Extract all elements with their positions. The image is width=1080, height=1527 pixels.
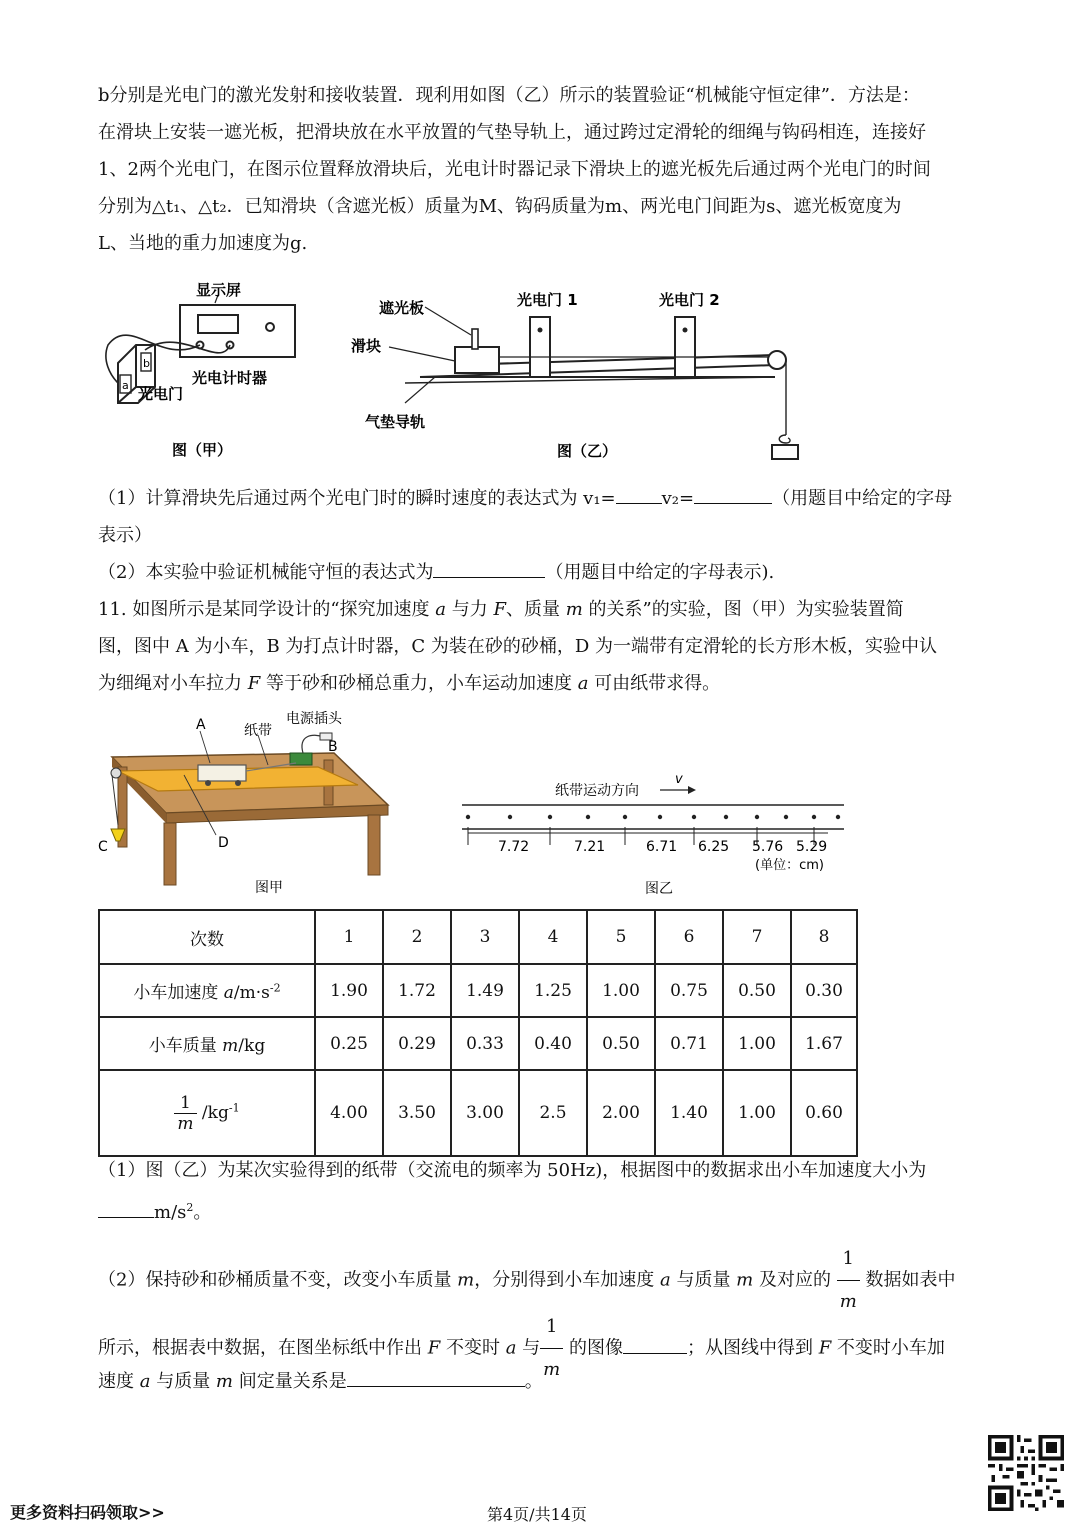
fraction-denominator: m	[839, 1291, 857, 1312]
table-row	[99, 1070, 857, 1156]
mass-cell: 1.00	[723, 1017, 791, 1070]
q11-text: ，分别得到小车加速度	[474, 1269, 660, 1291]
q11-part-1	[98, 1152, 988, 1231]
var-m: m	[215, 1371, 233, 1392]
var-a: a	[505, 1337, 517, 1359]
caption-jia-2: 图甲	[255, 880, 283, 896]
accel-cell: 1.00	[587, 964, 655, 1017]
q11-text: 所示，根据表中数据，在图坐标纸中作出	[98, 1337, 428, 1359]
var-F: F	[818, 1337, 832, 1359]
q11-stem-text: 为细绳对小车拉力	[98, 673, 248, 694]
inverse-mass-cell: 2.5	[519, 1070, 587, 1156]
q11-stem-line-2: 图，图中 A 为小车，B 为打点计时器，C 为装在砂的砂桶，D 为一端带有定滑轮的长方形木板，实验中认	[98, 636, 938, 657]
q10-part-2-text: （2）本实验中验证机械能守恒的表达式为	[98, 562, 434, 583]
q11-part-2-end	[98, 1362, 988, 1402]
answer-blank-v1[interactable]	[616, 483, 662, 504]
mass-cell: 0.29	[383, 1017, 451, 1070]
q11-text: 速度	[98, 1371, 140, 1392]
q10-v2-label: v₂=	[661, 488, 695, 509]
header-inverse-mass	[99, 1070, 315, 1156]
tape-dots	[466, 815, 840, 819]
figure-jia-photogate-timer	[100, 275, 320, 470]
var-a: a	[435, 599, 447, 620]
var-a: a	[659, 1269, 671, 1291]
display-screen	[198, 315, 238, 333]
tape-segment-2: 7.21	[574, 839, 606, 855]
header-text: 小车质量	[148, 1036, 223, 1056]
accel-cell: 1.49	[451, 964, 519, 1017]
var-F: F	[493, 599, 506, 620]
label-slider: 滑块	[351, 337, 382, 355]
q11-text: 与质量	[670, 1269, 737, 1291]
accel-cell: 1.72	[383, 964, 451, 1017]
tape-segment-6: 5.29	[796, 839, 828, 855]
trial-cell: 1	[315, 910, 383, 964]
page-number: 第4页/共14页	[487, 1505, 587, 1524]
trial-cell: 5	[587, 910, 655, 964]
q10-part-1-text: （1）计算滑块先后通过两个光电门时的瞬时速度的表达式为 v₁=	[98, 488, 616, 509]
var-m: m	[736, 1269, 754, 1291]
hook-weight	[772, 445, 798, 459]
label-timer: 光电计时器	[192, 369, 268, 387]
tape-segment-3: 6.71	[646, 839, 678, 855]
q10-part-2-note: （用题目中给定的字母表示).	[545, 562, 775, 583]
trial-cell: 3	[451, 910, 519, 964]
header-trial: 次数	[99, 910, 315, 964]
q10-part-1-note: （用题目中给定的字母	[772, 488, 953, 509]
mass-cell: 1.67	[791, 1017, 857, 1070]
q11-text: 不变时	[440, 1337, 506, 1359]
mass-cell: 0.50	[587, 1017, 655, 1070]
figure-jia-table-setup	[98, 705, 398, 900]
trial-cell: 6	[655, 910, 723, 964]
q11-text: ；从图线中得到	[686, 1337, 819, 1359]
var-F: F	[427, 1337, 441, 1359]
label-screen: 显示屏	[196, 281, 242, 299]
slider-block	[455, 347, 499, 373]
caption-yi: 图（乙）	[557, 442, 618, 460]
unit-exponent: 2	[186, 1201, 194, 1214]
label-b: b	[143, 357, 150, 370]
table-row	[99, 910, 857, 964]
header-mass	[99, 1017, 315, 1070]
inverse-mass-cell: 0.60	[791, 1070, 857, 1156]
tape-segment-4: 6.25	[698, 839, 730, 855]
header-acceleration	[99, 964, 315, 1017]
label-shield: 遮光板	[379, 299, 425, 317]
fraction-1-over-m	[174, 1093, 196, 1134]
shield-plate	[472, 329, 478, 349]
punctuation: 。	[193, 1202, 212, 1223]
header-unit: /kg	[238, 1036, 266, 1056]
fraction-numerator: 1	[540, 1306, 563, 1349]
punctuation: 。	[524, 1371, 543, 1392]
table-row	[99, 1017, 857, 1070]
trial-cell: 7	[723, 910, 791, 964]
var-m: m	[565, 599, 583, 620]
trial-cell: 2	[383, 910, 451, 964]
q11-text: 与	[516, 1337, 541, 1359]
inverse-mass-cell: 2.00	[587, 1070, 655, 1156]
trial-cell: 4	[519, 910, 587, 964]
q11-text: 与质量	[150, 1371, 216, 1392]
fraction-denominator: m	[177, 1113, 194, 1134]
header-exponent: -2	[269, 981, 281, 995]
tape-direction-label: 纸带运动方向	[555, 783, 639, 799]
label-B: B	[328, 739, 338, 755]
label-gate1: 光电门 1	[517, 291, 578, 309]
mass-cell: 0.71	[655, 1017, 723, 1070]
label-a: a	[122, 379, 129, 392]
header-text: 小车加速度	[133, 983, 224, 1003]
accel-cell: 0.75	[655, 964, 723, 1017]
data-table	[98, 909, 858, 1157]
q11-text: 不变时小车加	[831, 1337, 945, 1359]
var-m: m	[222, 1036, 239, 1056]
q11-text: 的图像	[563, 1337, 623, 1359]
label-A: A	[196, 717, 206, 733]
fraction-numerator: 1	[837, 1238, 860, 1281]
var-F: F	[247, 673, 261, 694]
q11-stem-text: 的关系”的实验，图（甲）为实验装置简	[582, 599, 904, 620]
intro-line-4: 分别为△t₁、△t₂．已知滑块（含遮光板）质量为M、钩码质量为m、两光电门间距为s、遮光板宽度为	[98, 196, 902, 217]
figure-yi-air-track	[345, 285, 815, 470]
q11-stem-text: 等于砂和砂桶总重力，小车运动加速度	[260, 673, 578, 694]
caption-yi-2: 图乙	[645, 881, 673, 897]
header-unit: /m·s	[233, 983, 270, 1003]
q11-text: 数据如表中	[859, 1269, 956, 1291]
tape-velocity-label: v	[675, 772, 683, 787]
inverse-mass-cell: 1.00	[723, 1070, 791, 1156]
label-tape: 纸带	[244, 723, 272, 739]
var-m: m	[457, 1269, 475, 1291]
label-D: D	[218, 835, 229, 851]
accel-cell: 0.50	[723, 964, 791, 1017]
table-row	[99, 964, 857, 1017]
mass-cell: 0.25	[315, 1017, 383, 1070]
accel-cell: 0.30	[791, 964, 857, 1017]
q11-stem-text: 可由纸带求得。	[588, 673, 721, 694]
q11-text: （2）保持砂和砂桶质量不变，改变小车质量	[98, 1269, 458, 1291]
inverse-mass-cell: 3.00	[451, 1070, 519, 1156]
q10-part-1-note-end: 表示）	[98, 525, 152, 546]
qr-code-icon[interactable]	[988, 1435, 1064, 1511]
q11-stem-text: 与力	[446, 599, 494, 620]
answer-blank-acceleration[interactable]	[98, 1197, 154, 1218]
label-gate2: 光电门 2	[659, 291, 720, 309]
label-gate: 光电门	[138, 385, 184, 403]
header-unit: /kg	[196, 1102, 229, 1123]
q10-part-2	[98, 554, 988, 591]
footer-more-resources[interactable]: 更多资料扫码领取>>	[10, 1503, 165, 1522]
answer-blank-v2[interactable]	[694, 483, 772, 504]
tape-segment-5: 5.76	[752, 839, 784, 855]
label-rail: 气垫导轨	[365, 413, 426, 431]
tape-unit: (单位：cm)	[755, 858, 824, 873]
caption-jia: 图（甲）	[172, 441, 233, 459]
header-exponent: -1	[228, 1100, 240, 1114]
pulley	[768, 351, 786, 369]
accel-cell: 1.25	[519, 964, 587, 1017]
var-a: a	[139, 1371, 151, 1392]
cart-A	[198, 765, 246, 781]
answer-blank-energy[interactable]	[433, 557, 545, 578]
q11-stem-text: 11. 如图所示是某同学设计的“探究加速度	[98, 599, 436, 620]
figure-yi-paper-tape	[460, 765, 850, 900]
trial-cell: 8	[791, 910, 857, 964]
q11-text: 及对应的	[753, 1269, 837, 1291]
intro-line-5: L、当地的重力加速度为g.	[98, 233, 308, 254]
gate-2	[675, 317, 695, 377]
q11-text: 间定量关系是	[233, 1371, 347, 1392]
intro-line-1: b分别是光电门的激光发射和接收装置．现利用如图（乙）所示的装置验证“机械能守恒定律”．方法是：	[98, 85, 920, 106]
tape-segment-1: 7.72	[498, 839, 530, 855]
q10-part-1	[98, 480, 988, 554]
var-a: a	[223, 983, 234, 1003]
inverse-mass-cell: 1.40	[655, 1070, 723, 1156]
gate-1	[530, 317, 550, 377]
mass-cell: 0.33	[451, 1017, 519, 1070]
unit-text: m/s	[154, 1202, 187, 1223]
intro-line-2: 在滑块上安装一遮光板，把滑块放在水平放置的气垫导轨上，通过跨过定滑轮的细绳与钩码相连，连接好	[98, 122, 926, 143]
q11-stem-text: 、质量	[505, 599, 566, 620]
answer-blank-graph[interactable]	[623, 1333, 687, 1354]
intro-paragraph	[98, 77, 988, 262]
inverse-mass-cell: 4.00	[315, 1070, 383, 1156]
intro-line-3: 1、2两个光电门，在图示位置释放滑块后，光电计时器记录下滑块上的遮光板先后通过两个光电门的时间	[98, 159, 931, 180]
fraction-numerator: 1	[174, 1093, 196, 1114]
var-a: a	[577, 673, 589, 694]
q11-stem	[98, 591, 988, 702]
answer-blank-relation[interactable]	[347, 1366, 525, 1387]
inverse-mass-cell: 3.50	[383, 1070, 451, 1156]
fraction-denominator: m	[543, 1359, 561, 1380]
q11-part-1-text: （1）图（乙）为某次实验得到的纸带（交流电的频率为 50Hz)，根据图中的数据求出小车加速度大小为	[98, 1160, 927, 1181]
label-C: C	[98, 839, 108, 855]
mass-cell: 0.40	[519, 1017, 587, 1070]
accel-cell: 1.90	[315, 964, 383, 1017]
label-plug: 电源插头	[286, 711, 342, 727]
